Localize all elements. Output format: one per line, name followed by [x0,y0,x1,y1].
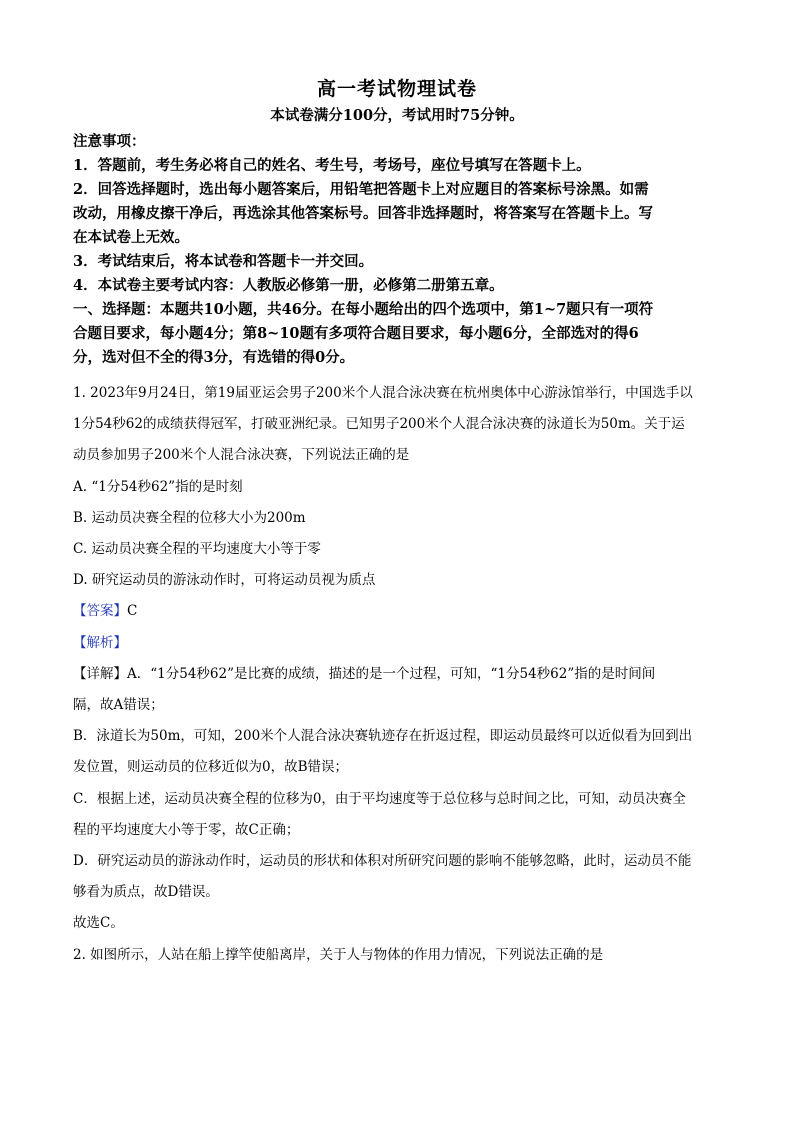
q1-detail-d-line-1: D．研究运动员的游泳动作时，运动员的形状和体积对所研究问题的影响不能够忽略，此时，运动员不能 [73,853,692,870]
instruction-item-3: 3．考试结束后，将本试卷和答题卡一并交回。 [73,253,374,270]
q1-analysis [73,628,723,659]
q1-detail-c-line-1: C．根据上述，运动员决赛全程的位移为0，由于平均速度等于总位移与总时间之比，可知，动员决赛全 [73,790,686,807]
question-content [73,378,723,971]
q1-detail-d-line-2: 够看为质点，故D错误。 [73,884,219,901]
exam-subtitle: 本试卷满分100分，考试用时75分钟。 [270,107,524,124]
section-heading-line-1: 一、选择题：本题共10小题，共46分。在每小题给出的四个选项中，第1~7题只有一项符 [73,301,654,318]
q1-stem-line-3: 动员参加男子200米个人混合泳决赛，下列说法正确的是 [73,447,410,464]
analysis-tag: 【解析】 [73,634,127,651]
q1-stem-line-1: 1. 2023年9月24日，第19届亚运会男子200米个人混合泳决赛在杭州奥体中心游泳馆举行，中国选手以 [73,385,693,401]
q1-stem-line-2: 1分54秒62的成绩获得冠军，打破亚洲纪录。已知男子200米个人混合泳决赛的泳道长为50m。关于运 [73,416,685,433]
q1-detail-a-line-1 [73,659,723,690]
instruction-item-4: 4．本试卷主要考试内容：人教版必修第一册，必修第二册第五章。 [73,277,504,294]
exam-instructions [73,130,723,370]
instructions-heading: 注意事项： [73,133,146,150]
q1-detail-c-line-2: 程的平均速度大小等于零，故C正确； [73,821,300,838]
detail-a-text: A．“1分54秒62”是比赛的成绩，描述的是一个过程，可知，“1分54秒62”指的是时间间 [127,665,656,682]
answer-value: C [127,603,138,620]
q1-option-a: A. “1分54秒62”指的是时刻 [73,478,243,495]
instruction-item-2-line-1: 2．回答选择题时，选出每小题答案后，用铅笔把答题卡上对应题目的答案标号涂黑。如需 [73,181,649,198]
instruction-item-1: 1．答题前，考生务必将自己的姓名、考生号，考场号，座位号填写在答题卡上。 [73,157,591,174]
q1-answer [73,596,723,627]
q1-detail-b-line-2: 发位置，则运动员的位移近似为0，故B错误； [73,759,349,776]
answer-tag: 【答案】 [73,603,127,620]
section-heading-line-2: 合题目要求，每小题4分；第8~10题有多项符合题目要求，每小题6分，全部选对的得6 [73,325,639,342]
q2-stem: 2. 如图所示，人站在船上撑竿使船离岸，关于人与物体的作用力情况，下列说法正确的是 [73,946,604,963]
section-heading-line-3: 分，选对但不全的得3分，有选错的得0分。 [73,349,355,366]
instruction-item-2-line-3: 在本试卷上无效。 [73,229,189,246]
q1-detail-a-line-2: 隔，故A错误； [73,697,164,714]
exam-title: 高一考试物理试卷 [316,78,477,100]
q1-option-d: D. 研究运动员的游泳动作时，可将运动员视为质点 [73,572,376,589]
q1-conclusion: 故选C。 [73,915,124,932]
q1-detail-b-line-1: B．泳道长为50m，可知，200米个人混合泳决赛轨迹存在折返过程，即运动员最终可以近似看为回到出 [73,728,693,745]
instruction-item-2-line-2: 改动，用橡皮擦干净后，再选涂其他答案标号。回答非选择题时，将答案写在答题卡上。写 [73,205,653,222]
q1-option-b: B. 运动员决赛全程的位移大小为200m [73,509,306,526]
detail-tag: 【详解】 [73,665,127,682]
q1-option-c: C. 运动员决赛全程的平均速度大小等于零 [73,541,321,558]
